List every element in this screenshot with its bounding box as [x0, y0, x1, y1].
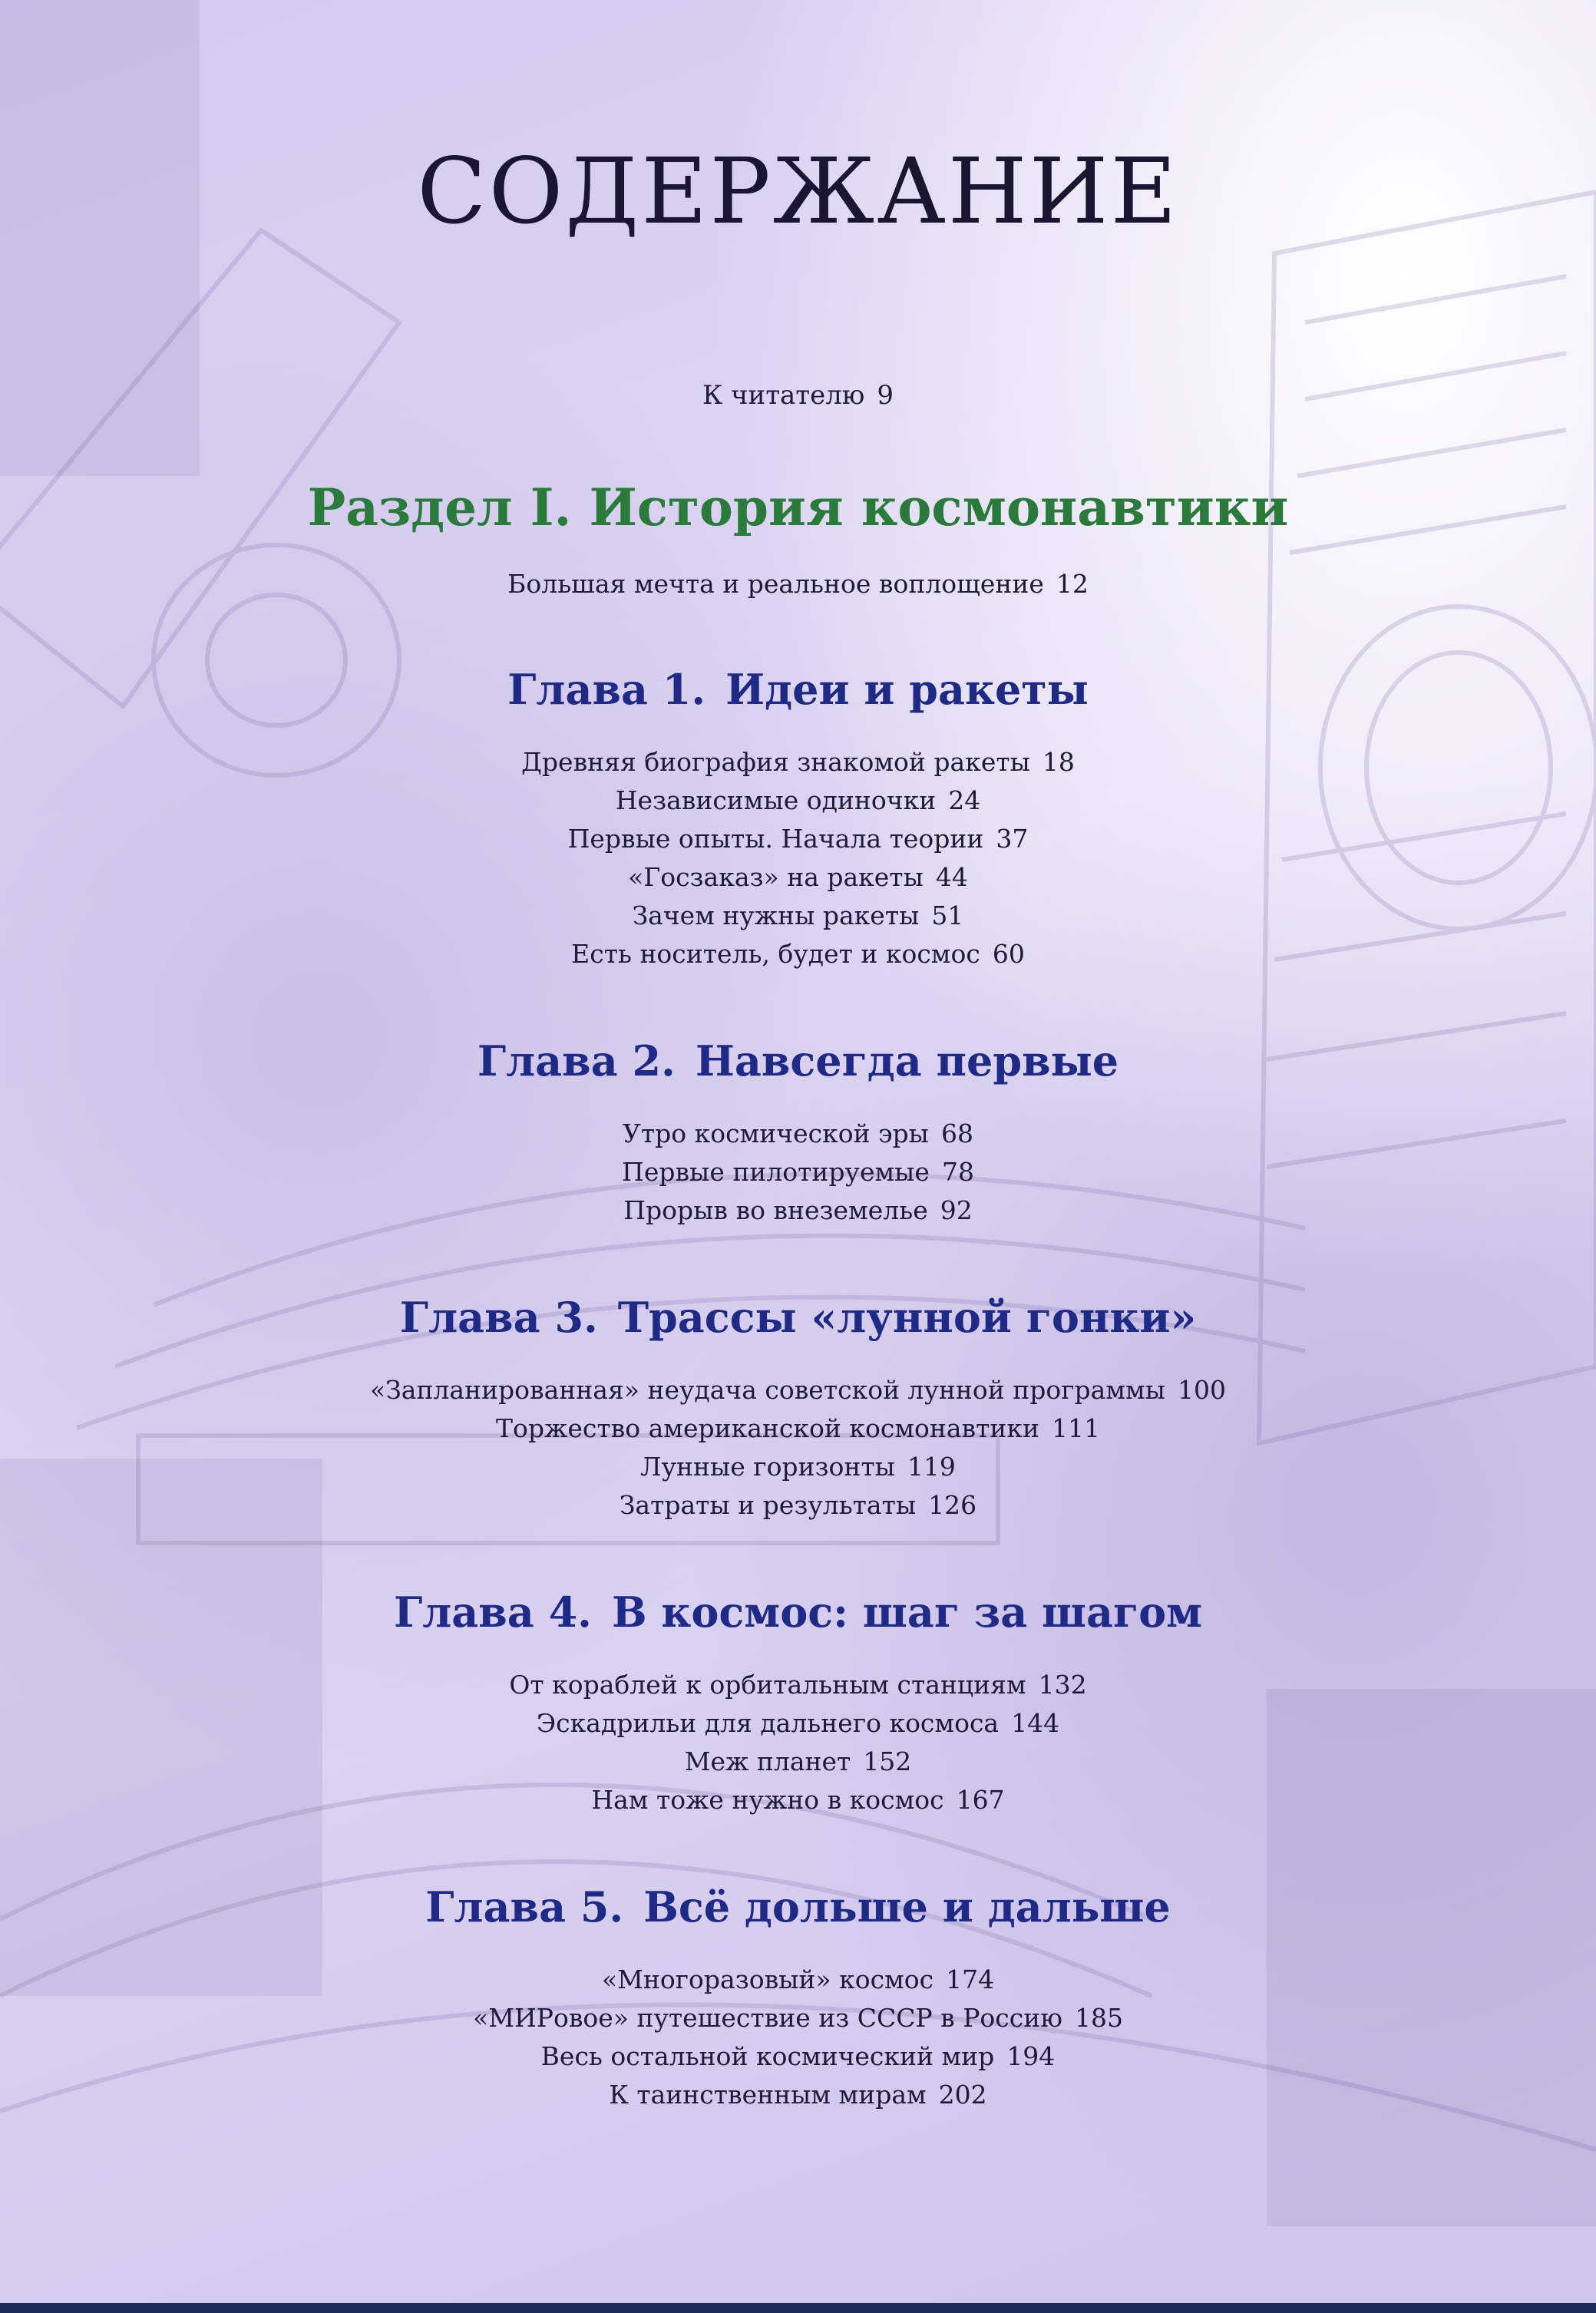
entry-label: Большая мечта и реальное воплощение	[507, 569, 1044, 599]
entry-label: Древняя биография знакомой ракеты	[521, 747, 1030, 777]
section-title: Раздел I. История космонавтики	[307, 477, 1289, 537]
toc-entry[interactable]	[0, 1371, 1596, 1409]
chapter-title: Трассы «лунной гонки»	[617, 1293, 1197, 1342]
chapter-heading	[0, 1036, 1596, 1085]
entry-page: 60	[992, 939, 1025, 969]
intro-label: К читателю	[702, 380, 865, 411]
toc-entry[interactable]	[0, 1666, 1596, 1704]
toc-entry[interactable]	[0, 935, 1596, 973]
toc-entry[interactable]	[0, 1448, 1596, 1486]
chapter-number: Глава 3.	[399, 1293, 598, 1342]
entry-page: 194	[1006, 2041, 1056, 2071]
entry-page: 12	[1056, 569, 1089, 599]
entry-label: Есть носитель, будет и космос	[571, 939, 980, 969]
entry-label: Утро космической эры	[623, 1119, 929, 1148]
entry-label: Первые пилотируемые	[622, 1157, 930, 1187]
toc-entry[interactable]	[0, 2037, 1596, 2076]
chapter-heading	[0, 1588, 1596, 1637]
toc-entry[interactable]	[0, 1409, 1596, 1448]
chapter-heading	[0, 1293, 1596, 1342]
toc-entry[interactable]	[0, 1115, 1596, 1153]
entry-page: 68	[940, 1119, 973, 1148]
entry-page: 174	[946, 1964, 995, 1994]
entry-label: Лунные горизонты	[640, 1452, 895, 1482]
entry-page: 92	[940, 1195, 973, 1225]
entry-page: 24	[948, 785, 981, 815]
entry-page: 18	[1042, 747, 1075, 777]
chapter-heading	[0, 665, 1596, 714]
toc-entry[interactable]	[0, 565, 1596, 603]
entry-page: 144	[1011, 1708, 1060, 1738]
toc-entry[interactable]	[0, 781, 1596, 820]
entry-page: 78	[941, 1157, 974, 1187]
toc-entry[interactable]	[0, 1999, 1596, 2037]
entry-page: 119	[907, 1452, 956, 1482]
chapter-number: Глава 4.	[393, 1588, 592, 1637]
chapter-title: Навсегда первые	[695, 1036, 1119, 1085]
chapter-number: Глава 5.	[425, 1882, 624, 1931]
chapter-title: Всё дольше и дальше	[643, 1882, 1171, 1931]
entry-label: Первые опыты. Начала теории	[567, 824, 984, 854]
entry-label: Нам тоже нужно в космос	[591, 1785, 944, 1815]
toc-entry[interactable]	[0, 1781, 1596, 1819]
entry-page: 185	[1074, 2003, 1123, 2033]
chapter-heading	[0, 1882, 1596, 1931]
entry-label: Весь остальной космический мир	[540, 2041, 995, 2071]
entry-page: 37	[996, 824, 1029, 854]
entry-page: 111	[1051, 1413, 1100, 1443]
toc-entry[interactable]	[0, 1191, 1596, 1230]
entry-label: Меж планет	[684, 1746, 851, 1776]
toc-entry[interactable]	[0, 1961, 1596, 1999]
entry-label: Затраты и результаты	[619, 1490, 917, 1520]
entry-label: Торжество американской космонавтики	[496, 1413, 1039, 1443]
entry-label: Эскадрильи для дальнего космоса	[536, 1708, 1000, 1738]
entry-label: «Многоразовый» космос	[601, 1964, 934, 1994]
entry-label: «МИРовое» путешествие из СССР в Россию	[473, 2003, 1062, 2033]
toc-entry[interactable]	[0, 1486, 1596, 1525]
entry-page: 132	[1038, 1670, 1087, 1700]
toc-entry[interactable]	[0, 2076, 1596, 2114]
entry-page: 167	[956, 1785, 1005, 1815]
chapter-title: В космос: шаг за шагом	[611, 1588, 1203, 1637]
entry-page: 126	[928, 1490, 977, 1520]
toc-entry[interactable]	[0, 1704, 1596, 1743]
entry-label: «Запланированная» неудача советской лунной программы	[370, 1375, 1165, 1405]
entry-page: 100	[1177, 1375, 1226, 1405]
bottom-edge-strip	[0, 2303, 1596, 2313]
entry-label: Независимые одиночки	[615, 785, 937, 815]
entry-label: «Госзаказ» на ракеты	[628, 862, 924, 892]
entry-label: К таинственным мирам	[609, 2080, 927, 2110]
intro-page: 9	[877, 380, 894, 411]
chapter-number: Глава 1.	[507, 665, 706, 714]
toc-entry[interactable]	[0, 1153, 1596, 1191]
entry-page: 152	[863, 1746, 912, 1776]
entry-label: Зачем нужны ракеты	[632, 900, 920, 930]
toc-entry[interactable]	[0, 820, 1596, 858]
entry-page: 44	[935, 862, 968, 892]
toc-entry[interactable]	[0, 1743, 1596, 1781]
entry-label: От кораблей к орбитальным станциям	[509, 1670, 1026, 1700]
entry-page: 51	[931, 900, 964, 930]
chapter-number: Глава 2.	[477, 1036, 676, 1085]
intro-entry[interactable]	[0, 380, 1596, 411]
entry-page: 202	[938, 2080, 987, 2110]
page-title: СОДЕРЖАНИЕ	[417, 138, 1179, 244]
entry-label: Прорыв во внеземелье	[623, 1195, 928, 1225]
toc-entry[interactable]	[0, 897, 1596, 935]
chapter-title: Идеи и ракеты	[725, 665, 1089, 714]
toc-entry[interactable]	[0, 858, 1596, 897]
toc-entry[interactable]	[0, 743, 1596, 781]
